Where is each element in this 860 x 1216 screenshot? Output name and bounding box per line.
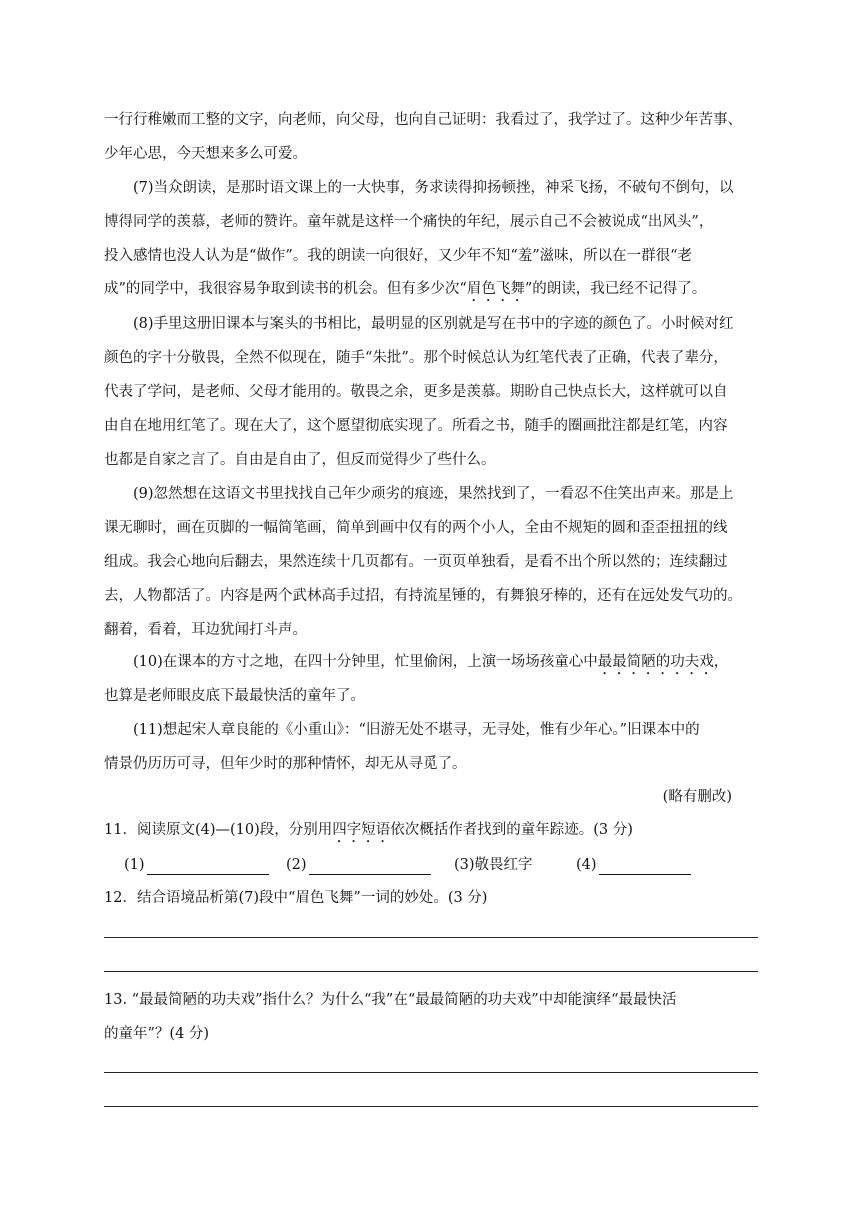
text-line: 少年心思，今天想来多么可爱。 — [104, 146, 307, 162]
text-line: 由自在地用红笔了。现在大了，这个愿望彻底实现了。所看之书，随手的圈画批注都是红笔，内容 — [104, 418, 728, 434]
blank-label: (3)敬畏红字 — [454, 857, 533, 873]
text-line — [104, 279, 706, 305]
text-span: 成”的同学中，我很容易争取到读书的机会。但有多少次“ — [104, 281, 467, 297]
text-line — [133, 652, 728, 678]
answer-blank-1 — [124, 855, 269, 875]
text-span: (10)在课本的方寸之地，在四十分钟里，忙里偷闲，上演一场场孩童心中 — [133, 654, 598, 670]
question-11 — [104, 820, 633, 846]
source-note: (略有删改) — [662, 789, 732, 805]
text-line: 代表了学问，是老师、父母才能用的。敬畏之余，更多是羡慕。期盼自己快点长大，这样就可以自 — [104, 384, 728, 400]
text-line: 去，人物都活了。内容是两个武林高手过招，有持流星锤的，有舞狼牙棒的，还有在远处发气功的。 — [104, 588, 742, 604]
text-line: (11)想起宋人章良能的《小重山》：“旧游无处不堪寻，无寻处，惟有少年心。”旧课本中的 — [133, 722, 700, 738]
question-13-line: 的童年”？(4 分) — [104, 1026, 210, 1042]
question-12: 12．结合语境品析第(7)段中“眉色飞舞”一词的妙处。(3 分) — [104, 890, 488, 906]
fill-in-line[interactable] — [599, 858, 691, 875]
text-line: 一行行稚嫩而工整的文字，向老师，向父母，也向自己证明：我看过了，我学过了。这种少年苦事、 — [104, 112, 742, 128]
emphasized-phrase: 最最简陋的功夫戏 — [597, 654, 714, 670]
text-line: 也算是老师眼皮底下最最快活的童年了。 — [104, 688, 365, 704]
text-line: 组成。我会心地向后翻去，果然连续十几页都有。一页页单独看，是看不出个所以然的；连续翻过 — [104, 554, 728, 570]
answer-blank-2 — [286, 855, 431, 875]
blank-label: (2) — [286, 857, 307, 873]
fill-in-line[interactable] — [147, 858, 269, 875]
emphasized-phrase: 眉色飞舞 — [466, 281, 525, 297]
text-line: 翻着，看着，耳边犹闻打斗声。 — [104, 622, 307, 638]
text-line: (7)当众朗读，是那时语文课上的一大快事，务求读得抑扬顿挫，神采飞扬，不破句不倒句，以 — [133, 180, 734, 196]
text-span: 依次概括作者找到的童年踪迹。(3 分) — [390, 822, 633, 838]
answer-line[interactable] — [104, 1072, 758, 1073]
text-span: ”的朗读，我已经不记得了。 — [524, 281, 707, 297]
answer-line[interactable] — [104, 937, 758, 938]
text-line: 情景仍历历可寻，但年少时的那种情怀，却无从寻觅了。 — [104, 756, 467, 772]
answer-item-3 — [454, 855, 533, 875]
blank-label: (1) — [124, 857, 145, 873]
text-line: 也都是自家之言了。自由是自由了，但反而觉得少了些什么。 — [104, 452, 496, 468]
question-13-line: 13. “最最简陋的功夫戏”指什么？为什么“我”在“最最简陋的功夫戏”中却能演绎“最最快活 — [104, 992, 677, 1008]
answer-line[interactable] — [104, 971, 758, 972]
emphasized-phrase: 四字短语 — [332, 822, 391, 838]
text-line: 投入感情也没人认为是“做作”。我的朗读一向很好，又少年不知“羞”滋味，所以在一群很“老 — [104, 248, 693, 264]
text-line: (8)手里这册旧课本与案头的书相比，最明显的区别就是写在书中的字迹的颜色了。小时候对红 — [133, 316, 734, 332]
text-line: 颜色的字十分敬畏，全然不似现在，随手“朱批”。那个时候总认为红笔代表了正确，代表了辈分， — [104, 350, 728, 366]
text-span: ， — [713, 654, 729, 670]
answer-blank-4 — [576, 855, 691, 875]
text-line: 课无聊时，画在页脚的一幅简笔画，简单到画中仅有的两个小人，全由不规矩的圆和歪歪扭扭的线 — [104, 520, 728, 536]
blank-label: (4) — [576, 857, 597, 873]
text-span: 11．阅读原文(4)—(10)段，分别用 — [104, 822, 333, 838]
text-line: (9)忽然想在这语文书里找找自己年少顽劣的痕迹，果然找到了，一看忍不住笑出声来。那是上 — [133, 486, 734, 502]
text-line: 博得同学的羡慕，老师的赞许。童年就是这样一个痛快的年纪，展示自己不会被说成“出风头”， — [104, 214, 714, 230]
fill-in-line[interactable] — [309, 858, 431, 875]
answer-line[interactable] — [104, 1106, 758, 1107]
